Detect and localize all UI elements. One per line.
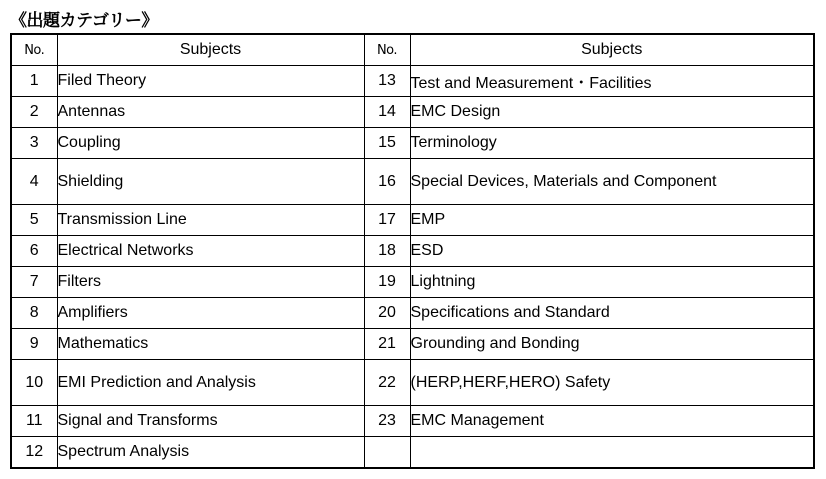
right-no-cell: 18 (364, 236, 410, 267)
column-header-no: No. (11, 34, 57, 66)
left-no-cell: 12 (11, 437, 57, 469)
table-row (11, 267, 814, 298)
table-header-row (11, 34, 814, 66)
table-row (11, 236, 814, 267)
left-no-cell: 6 (11, 236, 57, 267)
left-subject-cell: Transmission Line (57, 205, 364, 236)
subjects-table (10, 33, 815, 469)
left-subject-cell: Antennas (57, 97, 364, 128)
right-no-cell: 22 (364, 360, 410, 406)
left-subject-cell: EMI Prediction and Analysis (57, 360, 364, 406)
table-row (11, 329, 814, 360)
right-no-cell: 21 (364, 329, 410, 360)
left-subject-cell: Spectrum Analysis (57, 437, 364, 469)
left-no-cell: 8 (11, 298, 57, 329)
right-no-cell: 19 (364, 267, 410, 298)
right-no-cell (364, 437, 410, 469)
left-no-cell: 2 (11, 97, 57, 128)
left-no-cell: 10 (11, 360, 57, 406)
right-subject-cell: EMC Management (410, 406, 814, 437)
right-subject-cell: Terminology (410, 128, 814, 159)
right-subject-cell (410, 437, 814, 469)
left-no-cell: 4 (11, 159, 57, 205)
table-row (11, 360, 814, 406)
table-row (11, 97, 814, 128)
table-row (11, 66, 814, 97)
column-header-subjects: Subjects (57, 34, 364, 66)
left-no-cell: 9 (11, 329, 57, 360)
table-row (11, 437, 814, 469)
right-no-cell: 16 (364, 159, 410, 205)
left-subject-cell: Electrical Networks (57, 236, 364, 267)
right-no-cell: 14 (364, 97, 410, 128)
table-row (11, 205, 814, 236)
table-row (11, 406, 814, 437)
right-subject-cell: EMC Design (410, 97, 814, 128)
page-title: 《出題カテゴリー》 (10, 11, 158, 31)
right-no-cell: 17 (364, 205, 410, 236)
right-subject-cell: EMP (410, 205, 814, 236)
column-header-subjects: Subjects (410, 34, 814, 66)
left-subject-cell: Filters (57, 267, 364, 298)
left-subject-cell: Shielding (57, 159, 364, 205)
left-subject-cell: Mathematics (57, 329, 364, 360)
left-subject-cell: Signal and Transforms (57, 406, 364, 437)
right-no-cell: 15 (364, 128, 410, 159)
right-subject-cell: Test and Measurement・Facilities (410, 66, 814, 97)
right-subject-cell: Grounding and Bonding (410, 329, 814, 360)
right-subject-cell: Lightning (410, 267, 814, 298)
table-row (11, 298, 814, 329)
right-no-cell: 20 (364, 298, 410, 329)
left-subject-cell: Coupling (57, 128, 364, 159)
left-no-cell: 7 (11, 267, 57, 298)
left-no-cell: 3 (11, 128, 57, 159)
column-header-no: No. (364, 34, 410, 66)
right-no-cell: 13 (364, 66, 410, 97)
right-subject-cell: (HERP,HERF,HERO) Safety (410, 360, 814, 406)
right-no-cell: 23 (364, 406, 410, 437)
left-no-cell: 11 (11, 406, 57, 437)
left-no-cell: 1 (11, 66, 57, 97)
right-subject-cell: Special Devices, Materials and Component (410, 159, 814, 205)
left-subject-cell: Filed Theory (57, 66, 364, 97)
right-subject-cell: Specifications and Standard (410, 298, 814, 329)
right-subject-cell: ESD (410, 236, 814, 267)
table-row (11, 128, 814, 159)
left-subject-cell: Amplifiers (57, 298, 364, 329)
left-no-cell: 5 (11, 205, 57, 236)
table-row (11, 159, 814, 205)
